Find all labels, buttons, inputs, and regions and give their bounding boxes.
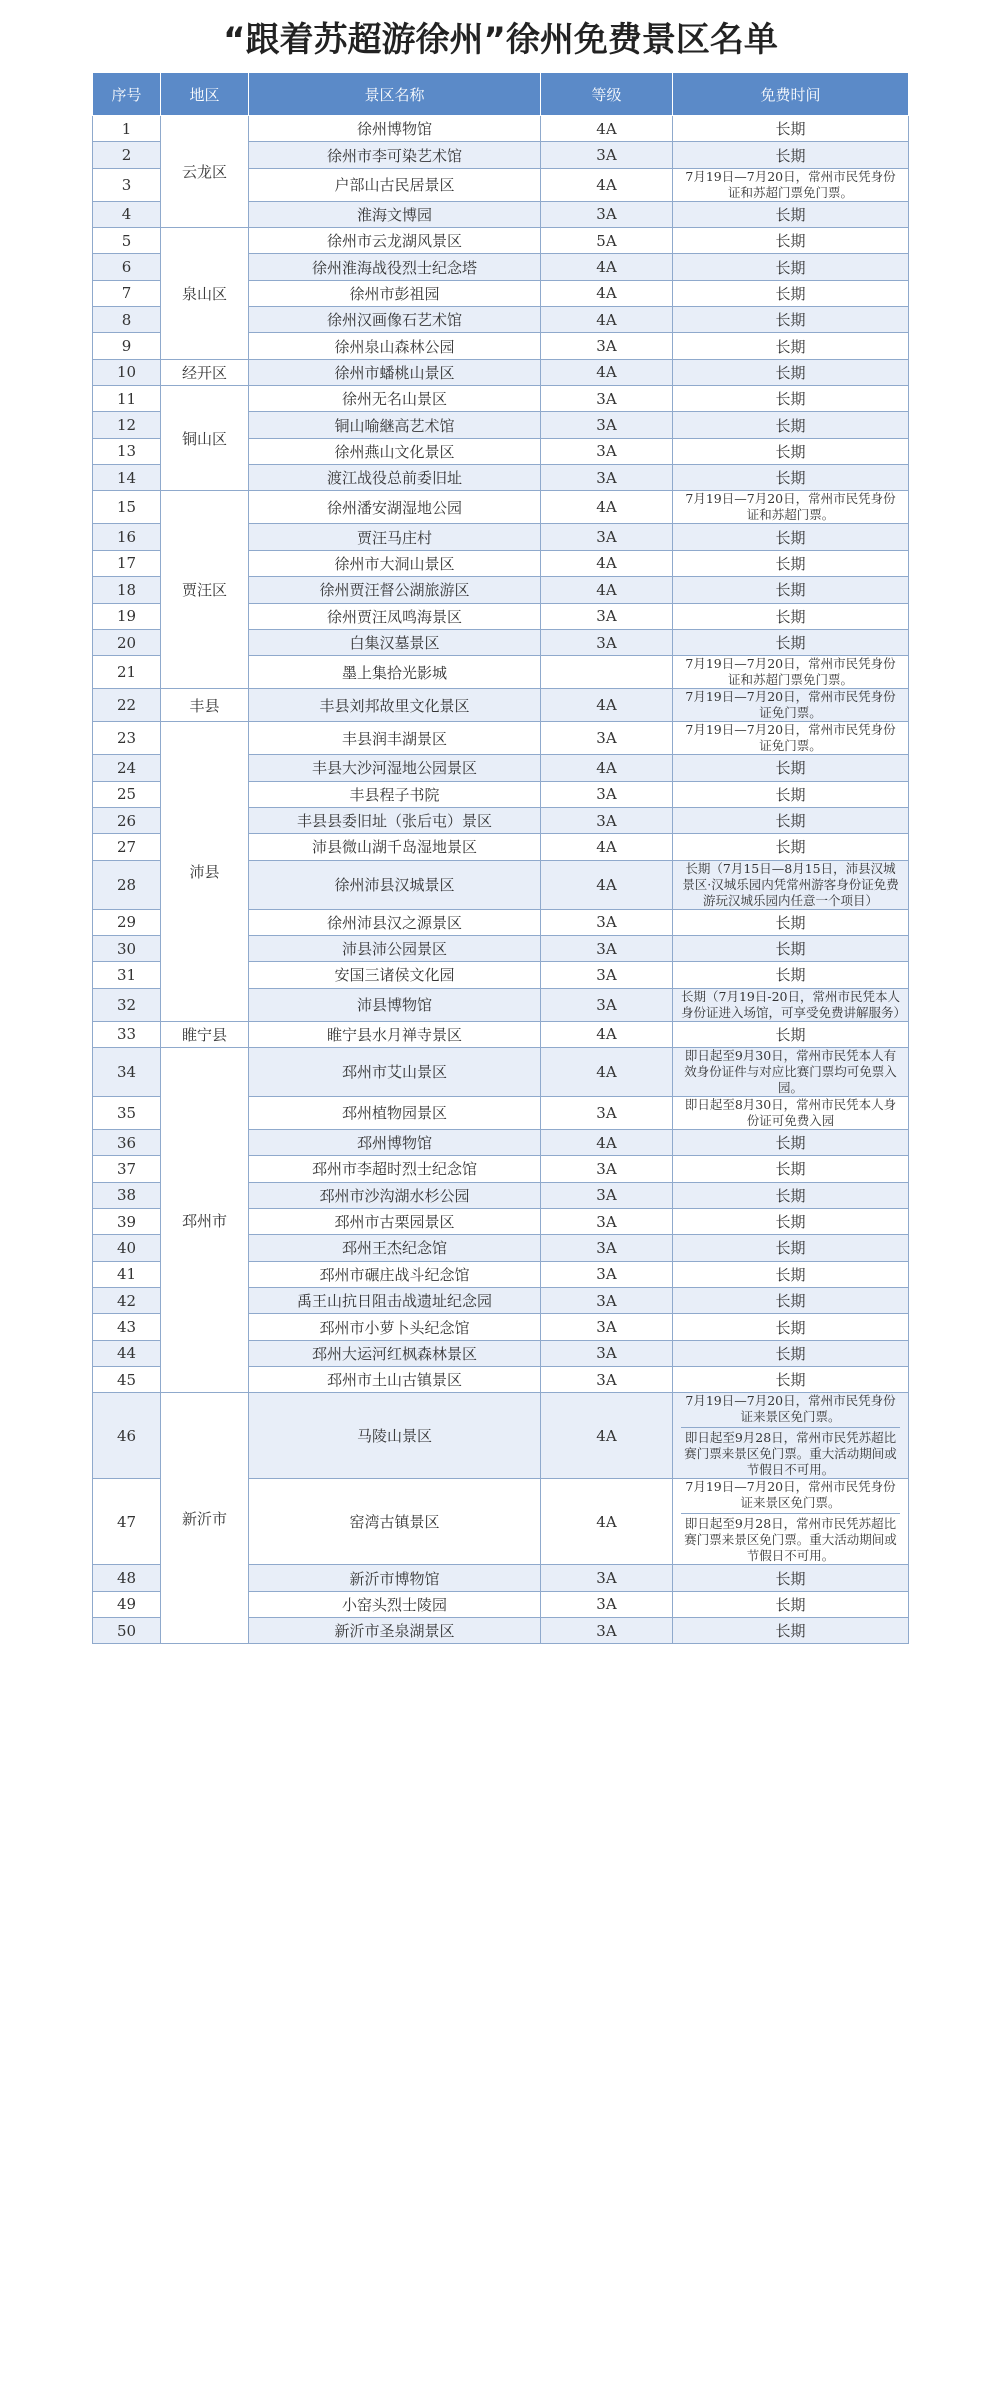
row-number: 1 [93,116,161,142]
free-time: 长期 [673,1182,909,1208]
scenic-grade: 4A [541,689,673,722]
free-time: 长期 [673,909,909,935]
row-number: 47 [93,1479,161,1565]
row-number: 17 [93,550,161,576]
scenic-grade: 3A [541,201,673,227]
free-time-line: 7月19日—7月20日，常州市民凭身份证来景区免门票。 [685,1393,896,1425]
scenic-name: 徐州汉画像石艺术馆 [249,307,541,333]
scenic-name: 徐州贾汪督公湖旅游区 [249,577,541,603]
scenic-grade: 3A [541,629,673,655]
scenic-name: 白集汉墓景区 [249,629,541,655]
row-number: 50 [93,1618,161,1644]
free-time: 长期 [673,603,909,629]
table-row [93,1047,909,1096]
free-time: 长期 [673,228,909,254]
scenic-name: 徐州无名山景区 [249,386,541,412]
row-number: 34 [93,1047,161,1096]
row-number: 2 [93,142,161,168]
scenic-grade: 3A [541,909,673,935]
scenic-name: 禹王山抗日阻击战遗址纪念园 [249,1288,541,1314]
row-number: 41 [93,1261,161,1287]
scenic-name: 沛县博物馆 [249,988,541,1021]
row-number: 13 [93,438,161,464]
free-time: 长期 [673,550,909,576]
scenic-name: 邳州植物园景区 [249,1096,541,1129]
scenic-name: 小窑头烈士陵园 [249,1591,541,1617]
free-time: 长期（7月15日—8月15日，沛县汉城景区·汉城乐园内凭常州游客身份证免费游玩汉城乐园内任意一个项目） [673,860,909,909]
scenic-grade: 3A [541,1096,673,1129]
scenic-grade: 4A [541,860,673,909]
scenic-grade: 3A [541,333,673,359]
free-time: 7月19日—7月20日，常州市民凭身份证和苏超门票免门票。 [673,656,909,689]
scenic-grade: 3A [541,524,673,550]
scenic-grade: 3A [541,1182,673,1208]
scenic-name: 徐州市彭祖园 [249,280,541,306]
row-number: 15 [93,491,161,524]
scenic-name: 丰县程子书院 [249,781,541,807]
free-time: 长期 [673,524,909,550]
free-time: 长期 [673,438,909,464]
scenic-name: 沛县微山湖千岛湿地景区 [249,834,541,860]
free-time: 长期 [673,254,909,280]
scenic-grade: 4A [541,1047,673,1096]
scenic-grade: 3A [541,1235,673,1261]
free-time: 长期 [673,1129,909,1155]
row-number: 4 [93,201,161,227]
free-time [673,1479,909,1565]
scenic-name: 户部山古民居景区 [249,168,541,201]
row-number: 26 [93,807,161,833]
free-time-line: 即日起至9月28日，常州市民凭苏超比赛门票来景区免门票。重大活动期间或节假日不可用。 [681,1513,900,1564]
region-cell: 泉山区 [161,228,249,360]
row-number: 46 [93,1393,161,1479]
free-time: 长期 [673,142,909,168]
row-number: 28 [93,860,161,909]
row-number: 8 [93,307,161,333]
scenic-name: 徐州市云龙湖风景区 [249,228,541,254]
region-cell: 沛县 [161,722,249,1021]
row-number: 12 [93,412,161,438]
free-time: 长期 [673,280,909,306]
row-number: 43 [93,1314,161,1340]
free-time: 长期 [673,412,909,438]
row-number: 31 [93,962,161,988]
row-number: 48 [93,1565,161,1591]
scenic-name: 淮海文博园 [249,201,541,227]
row-number: 44 [93,1340,161,1366]
scenic-grade [541,656,673,689]
free-time: 长期 [673,781,909,807]
row-number: 24 [93,755,161,781]
scenic-name: 邳州市土山古镇景区 [249,1367,541,1393]
scenic-grade: 4A [541,1129,673,1155]
scenic-name: 邳州王杰纪念馆 [249,1235,541,1261]
free-time: 长期 [673,116,909,142]
row-number: 45 [93,1367,161,1393]
scenic-grade: 3A [541,1288,673,1314]
row-number: 7 [93,280,161,306]
scenic-grade: 4A [541,307,673,333]
free-time: 长期 [673,834,909,860]
scenic-grade: 4A [541,491,673,524]
header-grade: 等级 [541,73,673,116]
scenic-name: 邳州市碾庄战斗纪念馆 [249,1261,541,1287]
row-number: 5 [93,228,161,254]
scenic-grade: 3A [541,1565,673,1591]
header-name: 景区名称 [249,73,541,116]
region-cell: 丰县 [161,689,249,722]
scenic-grade: 4A [541,834,673,860]
scenic-grade: 5A [541,228,673,254]
free-time: 长期 [673,755,909,781]
header-free-time: 免费时间 [673,73,909,116]
scenic-name: 沛县沛公园景区 [249,935,541,961]
page-title: “跟着苏超游徐州”徐州免费景区名单 [223,20,778,60]
scenic-grade: 4A [541,755,673,781]
scenic-area-table [92,72,909,1644]
scenic-name: 徐州淮海战役烈士纪念塔 [249,254,541,280]
scenic-grade: 4A [541,1393,673,1479]
table-row [93,1393,909,1479]
scenic-name: 新沂市博物馆 [249,1565,541,1591]
table-row [93,722,909,755]
scenic-grade: 3A [541,603,673,629]
row-number: 29 [93,909,161,935]
scenic-name: 徐州沛县汉之源景区 [249,909,541,935]
free-time: 长期 [673,386,909,412]
scenic-grade: 3A [541,935,673,961]
scenic-name: 马陵山景区 [249,1393,541,1479]
free-time: 7月19日—7月20日，常州市民凭身份证免门票。 [673,689,909,722]
row-number: 14 [93,465,161,491]
region-cell: 新沂市 [161,1393,249,1644]
free-time [673,1393,909,1479]
free-time: 长期 [673,1261,909,1287]
free-time: 长期 [673,1021,909,1047]
row-number: 33 [93,1021,161,1047]
free-time: 长期 [673,1367,909,1393]
free-time: 长期 [673,1156,909,1182]
scenic-grade: 3A [541,1367,673,1393]
row-number: 16 [93,524,161,550]
row-number: 32 [93,988,161,1021]
free-time: 即日起至9月30日，常州市民凭本人有效身份证件与对应比赛门票均可免票入园。 [673,1047,909,1096]
free-time: 7月19日—7月20日，常州市民凭身份证和苏超门票。 [673,491,909,524]
row-number: 30 [93,935,161,961]
free-time: 长期 [673,1288,909,1314]
row-number: 9 [93,333,161,359]
row-number: 18 [93,577,161,603]
free-time-line: 即日起至9月28日，常州市民凭苏超比赛门票来景区免门票。重大活动期间或节假日不可用。 [681,1427,900,1478]
row-number: 27 [93,834,161,860]
free-time: 长期 [673,1565,909,1591]
scenic-name: 徐州沛县汉城景区 [249,860,541,909]
scenic-name: 邳州博物馆 [249,1129,541,1155]
free-time: 长期 [673,1618,909,1644]
scenic-name: 邳州市小萝卜头纪念馆 [249,1314,541,1340]
row-number: 20 [93,629,161,655]
scenic-name: 贾汪马庄村 [249,524,541,550]
free-time: 长期 [673,1235,909,1261]
scenic-name: 徐州市蟠桃山景区 [249,359,541,385]
free-time: 长期 [673,1340,909,1366]
free-time: 长期 [673,1314,909,1340]
row-number: 36 [93,1129,161,1155]
scenic-grade: 3A [541,1591,673,1617]
scenic-grade: 4A [541,1479,673,1565]
row-number: 3 [93,168,161,201]
free-time: 即日起至8月30日，常州市民凭本人身份证可免费入园 [673,1096,909,1129]
row-number: 42 [93,1288,161,1314]
scenic-name: 徐州潘安湖湿地公园 [249,491,541,524]
scenic-grade: 3A [541,962,673,988]
table-row [93,359,909,385]
scenic-name: 徐州市李可染艺术馆 [249,142,541,168]
scenic-name: 徐州泉山森林公园 [249,333,541,359]
region-cell: 邳州市 [161,1047,249,1392]
row-number: 6 [93,254,161,280]
region-cell: 贾汪区 [161,491,249,689]
table-row [93,491,909,524]
scenic-name: 丰县县委旧址（张后屯）景区 [249,807,541,833]
scenic-name: 墨上集拾光影城 [249,656,541,689]
scenic-grade: 4A [541,280,673,306]
scenic-grade: 3A [541,386,673,412]
table-row [93,386,909,412]
row-number: 10 [93,359,161,385]
scenic-grade: 4A [541,116,673,142]
scenic-name: 徐州市大洞山景区 [249,550,541,576]
row-number: 40 [93,1235,161,1261]
scenic-grade: 4A [541,577,673,603]
scenic-name: 新沂市圣泉湖景区 [249,1618,541,1644]
free-time: 长期 [673,201,909,227]
scenic-grade: 3A [541,1261,673,1287]
scenic-name: 徐州贾汪凤鸣海景区 [249,603,541,629]
row-number: 22 [93,689,161,722]
table-row [93,689,909,722]
free-time: 长期 [673,577,909,603]
scenic-name: 徐州博物馆 [249,116,541,142]
row-number: 21 [93,656,161,689]
free-time: 长期（7月19日-20日，常州市民凭本人身份证进入场馆，可享受免费讲解服务） [673,988,909,1021]
header-region: 地区 [161,73,249,116]
scenic-grade: 4A [541,168,673,201]
free-time-line: 7月19日—7月20日，常州市民凭身份证来景区免门票。 [685,1479,896,1511]
scenic-grade: 4A [541,1021,673,1047]
region-cell: 经开区 [161,359,249,385]
scenic-grade: 3A [541,781,673,807]
row-number: 23 [93,722,161,755]
row-number: 39 [93,1208,161,1234]
header-no: 序号 [93,73,161,116]
scenic-grade: 4A [541,550,673,576]
scenic-name: 安国三诸侯文化园 [249,962,541,988]
scenic-grade: 3A [541,1618,673,1644]
free-time: 长期 [673,307,909,333]
scenic-grade: 3A [541,988,673,1021]
free-time: 长期 [673,935,909,961]
table-row [93,116,909,142]
free-time: 长期 [673,629,909,655]
scenic-name: 邳州市古栗园景区 [249,1208,541,1234]
scenic-name: 邳州市李超时烈士纪念馆 [249,1156,541,1182]
scenic-grade: 4A [541,359,673,385]
scenic-name: 邳州市艾山景区 [249,1047,541,1096]
scenic-name: 渡江战役总前委旧址 [249,465,541,491]
scenic-name: 邳州市沙沟湖水杉公园 [249,1182,541,1208]
free-time: 7月19日—7月20日，常州市民凭身份证和苏超门票免门票。 [673,168,909,201]
free-time: 长期 [673,807,909,833]
scenic-grade: 3A [541,438,673,464]
free-time: 长期 [673,1208,909,1234]
region-cell: 铜山区 [161,386,249,491]
scenic-name: 丰县刘邦故里文化景区 [249,689,541,722]
row-number: 38 [93,1182,161,1208]
free-time: 长期 [673,359,909,385]
scenic-name: 邳州大运河红枫森林景区 [249,1340,541,1366]
row-number: 35 [93,1096,161,1129]
region-cell: 睢宁县 [161,1021,249,1047]
table-row [93,1021,909,1047]
free-time: 长期 [673,465,909,491]
scenic-name: 窑湾古镇景区 [249,1479,541,1565]
scenic-name: 丰县大沙河湿地公园景区 [249,755,541,781]
region-cell: 云龙区 [161,116,249,228]
scenic-grade: 4A [541,254,673,280]
free-time: 长期 [673,333,909,359]
row-number: 19 [93,603,161,629]
row-number: 37 [93,1156,161,1182]
scenic-name: 铜山喻継高艺术馆 [249,412,541,438]
scenic-name: 睢宁县水月禅寺景区 [249,1021,541,1047]
scenic-grade: 3A [541,142,673,168]
scenic-name: 丰县润丰湖景区 [249,722,541,755]
row-number: 25 [93,781,161,807]
scenic-grade: 3A [541,1156,673,1182]
table-header-row [93,73,909,116]
table-row [93,228,909,254]
free-time: 长期 [673,1591,909,1617]
scenic-grade: 3A [541,807,673,833]
free-time: 长期 [673,962,909,988]
scenic-grade: 3A [541,722,673,755]
scenic-grade: 3A [541,412,673,438]
row-number: 11 [93,386,161,412]
row-number: 49 [93,1591,161,1617]
free-time: 7月19日—7月20日，常州市民凭身份证免门票。 [673,722,909,755]
scenic-grade: 3A [541,1208,673,1234]
scenic-grade: 3A [541,465,673,491]
scenic-grade: 3A [541,1314,673,1340]
scenic-name: 徐州燕山文化景区 [249,438,541,464]
scenic-grade: 3A [541,1340,673,1366]
